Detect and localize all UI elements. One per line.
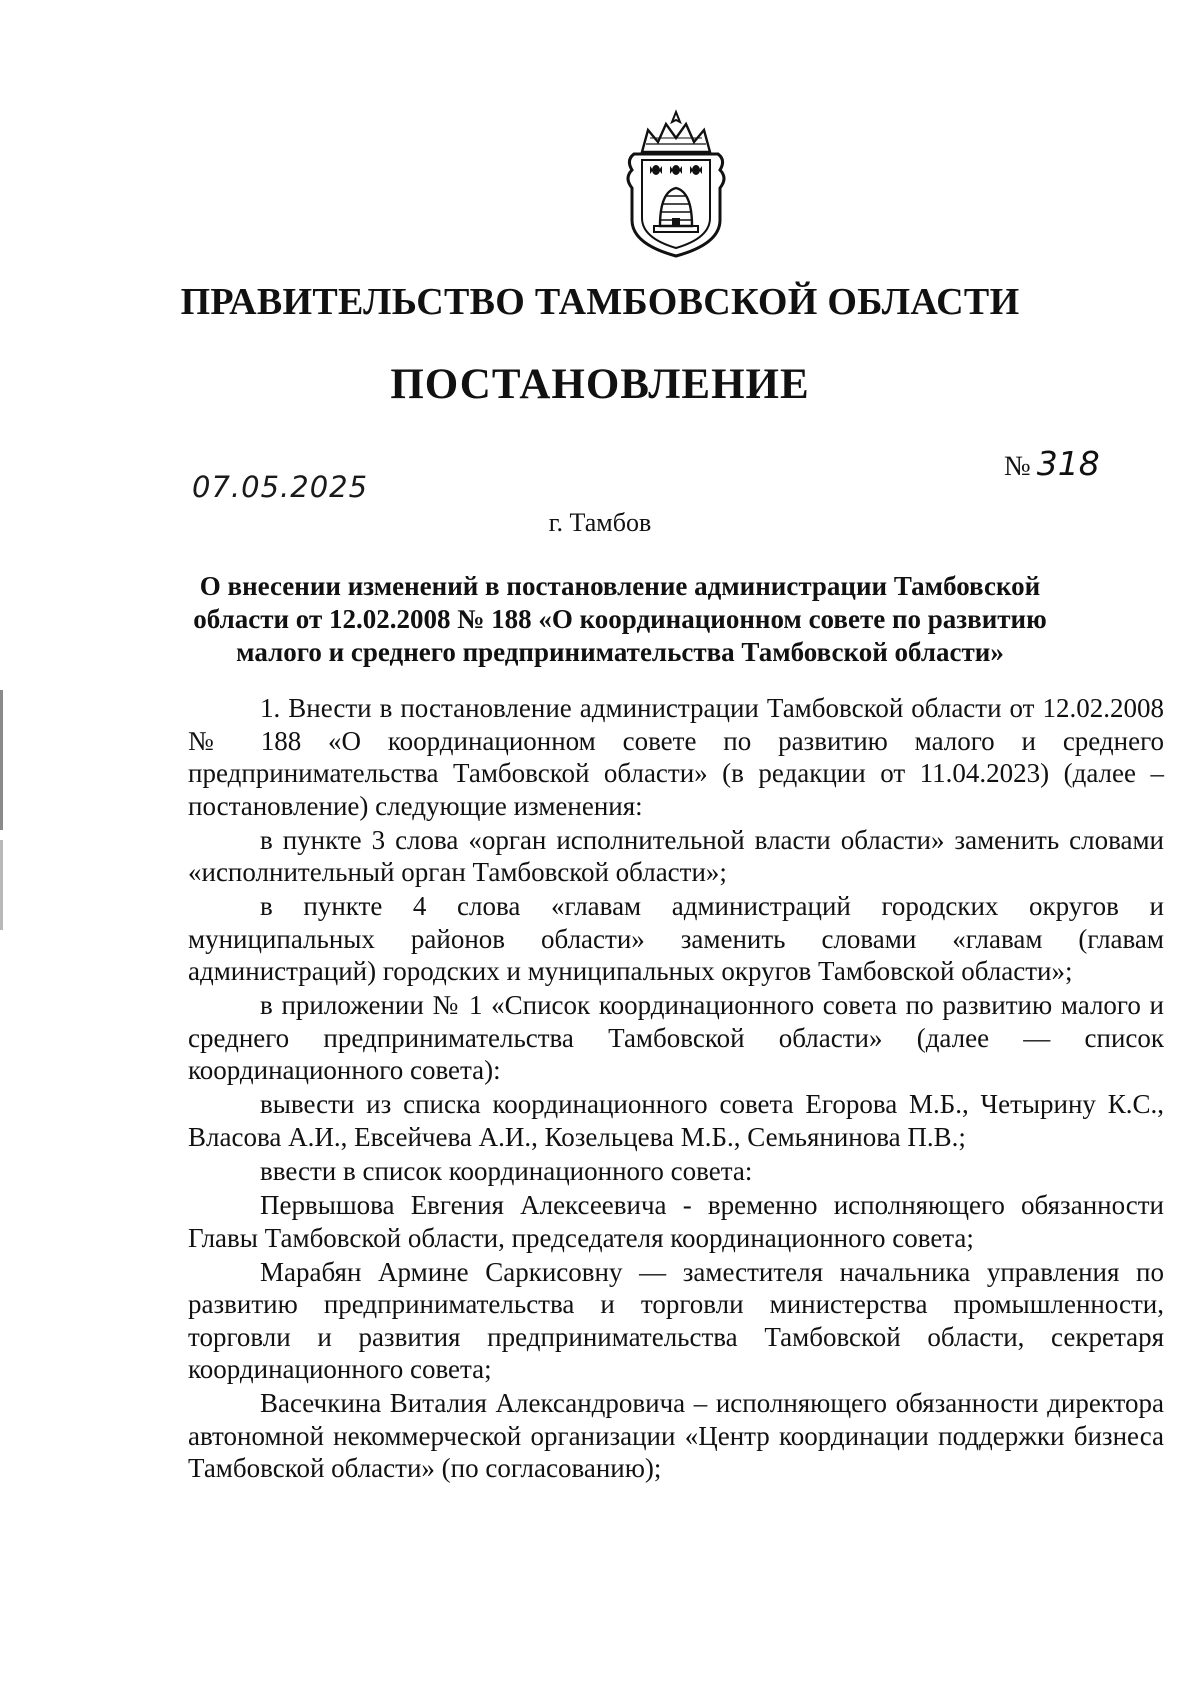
paragraph: вывести из списка координационного совета Егорова М.Б., Четырину К.С., Власова А.И., Евсейчева А.И., Козельцева М.Б., Семьянинова П.В.; xyxy=(188,1089,1164,1152)
paragraph: Васечкина Виталия Александровича – исполняющего обязанности директора автономной некоммерческой организации «Центр координации поддержки бизнеса Тамбовской области» (по согласованию); xyxy=(188,1388,1164,1484)
paragraph: Марабян Армине Саркисовну — заместителя начальника управления по развитию предпринимательства и торговли министерства промышленности, торговли и развития предпринимательства Тамбовской области, секретаря координационного совета; xyxy=(188,1256,1164,1385)
paragraph: ввести в список координационного совета: xyxy=(260,1155,753,1186)
paragraph: 1. Внести в постановление администрации Тамбовской области от 12.02.2008 № 188 «О координационном совете по развитию малого и среднего предпринимательства Тамбовской области» (в редакции от 11.04.2023) (далее – постановление) следующие изменения: xyxy=(188,693,1164,821)
document-type-title: ПОСТАНОВЛЕНИЕ xyxy=(390,361,810,408)
scan-edge-mark xyxy=(0,690,3,830)
document-number xyxy=(1004,444,1100,483)
paragraph: в пункте 4 слова «главам администраций городских округов и муниципальных районов области» заменить словами «главам (главам администраций) городских и муниципальных округов Тамбовской области»; xyxy=(188,891,1164,987)
document-city: г. Тамбов xyxy=(548,508,652,537)
document-body xyxy=(188,692,1164,1486)
number-value: 318 xyxy=(1036,444,1100,483)
paragraph: в пункте 3 слова «орган исполнительной власти области» заменить словами «исполнительный орган Тамбовской области»; xyxy=(188,824,1164,888)
paragraph: Первышова Евгения Алексеевича - временно исполняющего обязанности Главы Тамбовской области, председателя координационного совета; xyxy=(188,1190,1164,1253)
number-prefix: № xyxy=(1004,451,1031,482)
document-date: 07.05.2025 xyxy=(192,470,369,504)
coat-of-arms-icon xyxy=(620,108,732,260)
scan-edge-mark xyxy=(0,840,3,930)
document-subject: О внесении изменений в постановление администрации Тамбовской области от 12.02.2008 № 188 «О координационном совете по развитию малого и среднего предпринимательства Тамбовской области» xyxy=(193,571,1047,667)
paragraph: в приложении № 1 «Список координационного совета по развитию малого и среднего предпринимательства Тамбовской области» (далее — список координационного совета): xyxy=(188,990,1164,1086)
organization-title: ПРАВИТЕЛЬСТВО ТАМБОВСКОЙ ОБЛАСТИ xyxy=(180,281,1020,323)
